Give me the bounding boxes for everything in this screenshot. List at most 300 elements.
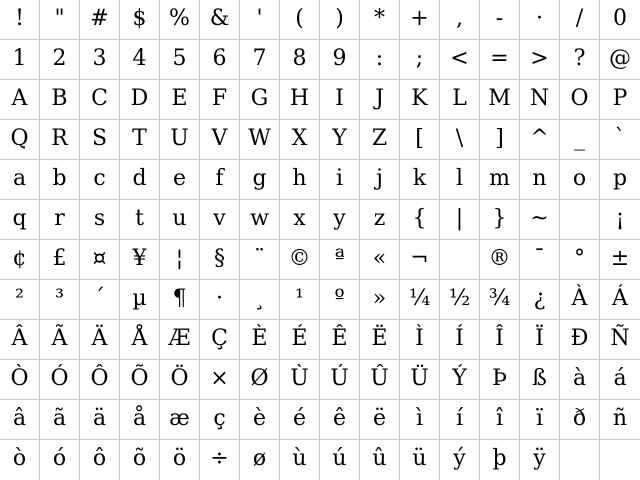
glyph-cell[interactable] xyxy=(200,80,240,120)
glyph-cell[interactable] xyxy=(600,0,640,40)
glyph-cell[interactable] xyxy=(440,240,480,280)
glyph-character: À xyxy=(571,285,588,311)
glyph-cell[interactable] xyxy=(0,80,40,120)
glyph-character: H xyxy=(289,85,310,111)
glyph-cell[interactable] xyxy=(120,280,160,320)
glyph-cell[interactable] xyxy=(160,440,200,480)
glyph-cell[interactable] xyxy=(120,160,160,200)
glyph-cell[interactable] xyxy=(120,200,160,240)
glyph-cell[interactable] xyxy=(80,280,120,320)
glyph-cell[interactable] xyxy=(320,40,360,80)
glyph-character: ÷ xyxy=(210,446,229,471)
glyph-cell[interactable] xyxy=(240,400,280,440)
glyph-cell[interactable] xyxy=(480,40,520,80)
glyph-character: ø xyxy=(252,446,267,471)
glyph-cell[interactable] xyxy=(0,160,40,200)
glyph-cell[interactable] xyxy=(40,400,80,440)
glyph-character: p xyxy=(612,165,628,191)
glyph-character: ¢ xyxy=(12,245,27,271)
glyph-cell[interactable] xyxy=(160,360,200,400)
glyph-cell[interactable] xyxy=(520,280,560,320)
glyph-cell[interactable] xyxy=(360,440,400,480)
glyph-cell[interactable] xyxy=(160,200,200,240)
glyph-character: } xyxy=(492,205,507,231)
glyph-cell[interactable] xyxy=(200,160,240,200)
glyph-cell[interactable] xyxy=(320,440,360,480)
glyph-cell[interactable] xyxy=(360,160,400,200)
glyph-cell[interactable] xyxy=(480,360,520,400)
glyph-cell[interactable] xyxy=(520,80,560,120)
glyph-character: ÿ xyxy=(533,446,546,471)
glyph-character: * xyxy=(374,5,385,31)
glyph-cell[interactable] xyxy=(0,40,40,80)
glyph-cell[interactable] xyxy=(360,40,400,80)
glyph-cell[interactable] xyxy=(280,160,320,200)
glyph-cell[interactable] xyxy=(440,320,480,360)
glyph-cell[interactable] xyxy=(440,80,480,120)
glyph-character: d xyxy=(132,165,147,191)
glyph-character: « xyxy=(372,245,387,271)
glyph-character: Q xyxy=(10,125,29,151)
glyph-character: ¾ xyxy=(488,285,511,311)
glyph-cell[interactable] xyxy=(40,440,80,480)
glyph-cell[interactable] xyxy=(200,400,240,440)
glyph-cell[interactable] xyxy=(120,0,160,40)
glyph-cell[interactable] xyxy=(120,440,160,480)
glyph-character: ê xyxy=(332,405,347,431)
glyph-character: à xyxy=(572,365,587,391)
glyph-cell[interactable] xyxy=(320,0,360,40)
glyph-character: | xyxy=(455,205,464,231)
glyph-cell[interactable] xyxy=(160,240,200,280)
glyph-cell[interactable] xyxy=(440,280,480,320)
glyph-cell[interactable] xyxy=(600,240,640,280)
glyph-cell[interactable] xyxy=(520,440,560,480)
glyph-cell[interactable] xyxy=(320,240,360,280)
glyph-character: @ xyxy=(609,45,631,71)
glyph-character: ¤ xyxy=(92,245,107,271)
glyph-character: ç xyxy=(213,405,226,431)
glyph-cell[interactable] xyxy=(520,120,560,160)
glyph-cell[interactable] xyxy=(480,280,520,320)
glyph-character: c xyxy=(93,165,106,191)
glyph-cell[interactable] xyxy=(40,0,80,40)
glyph-character: ° xyxy=(574,245,585,271)
glyph-cell[interactable] xyxy=(560,80,600,120)
glyph-character: Ã xyxy=(51,325,68,351)
glyph-cell[interactable] xyxy=(0,200,40,240)
glyph-character: ½ xyxy=(448,285,471,311)
glyph-character: M xyxy=(488,85,511,111)
glyph-cell[interactable] xyxy=(200,40,240,80)
glyph-cell[interactable] xyxy=(400,40,440,80)
glyph-cell[interactable] xyxy=(120,40,160,80)
glyph-character: s xyxy=(93,205,106,231)
glyph-cell[interactable] xyxy=(280,120,320,160)
glyph-cell[interactable] xyxy=(280,440,320,480)
glyph-cell[interactable] xyxy=(40,280,80,320)
glyph-cell[interactable] xyxy=(320,360,360,400)
glyph-cell[interactable] xyxy=(480,80,520,120)
glyph-cell[interactable] xyxy=(400,280,440,320)
glyph-cell[interactable] xyxy=(600,200,640,240)
glyph-cell[interactable] xyxy=(440,0,480,40)
glyph-character: Ä xyxy=(91,325,108,351)
glyph-character: O xyxy=(570,85,589,111)
glyph-character: Ô xyxy=(90,365,109,391)
glyph-character: L xyxy=(452,85,467,111)
glyph-cell[interactable] xyxy=(600,360,640,400)
glyph-cell[interactable] xyxy=(0,440,40,480)
glyph-cell[interactable] xyxy=(520,0,560,40)
glyph-cell[interactable] xyxy=(400,80,440,120)
glyph-cell[interactable] xyxy=(0,360,40,400)
glyph-character: å xyxy=(132,405,147,431)
glyph-cell[interactable] xyxy=(240,320,280,360)
glyph-cell[interactable] xyxy=(240,0,280,40)
glyph-character: m xyxy=(489,165,510,191)
glyph-cell[interactable] xyxy=(600,320,640,360)
glyph-character: ^ xyxy=(530,125,549,151)
glyph-cell[interactable] xyxy=(360,280,400,320)
glyph-cell[interactable] xyxy=(280,400,320,440)
glyph-cell[interactable] xyxy=(40,360,80,400)
glyph-cell[interactable] xyxy=(200,240,240,280)
glyph-cell[interactable] xyxy=(440,440,480,480)
glyph-cell[interactable] xyxy=(560,360,600,400)
glyph-cell[interactable] xyxy=(80,400,120,440)
glyph-cell[interactable] xyxy=(120,400,160,440)
glyph-character: n xyxy=(532,165,547,191)
glyph-character: > xyxy=(530,45,549,71)
glyph-cell[interactable] xyxy=(320,120,360,160)
glyph-cell[interactable] xyxy=(280,200,320,240)
glyph-character: Û xyxy=(370,365,389,391)
glyph-character: ï xyxy=(535,405,544,431)
glyph-cell[interactable] xyxy=(160,400,200,440)
glyph-character: u xyxy=(172,205,187,231)
glyph-cell[interactable] xyxy=(560,40,600,80)
glyph-cell[interactable] xyxy=(320,160,360,200)
glyph-character: æ xyxy=(169,405,190,431)
glyph-cell[interactable] xyxy=(160,320,200,360)
glyph-cell[interactable] xyxy=(360,200,400,240)
glyph-cell[interactable] xyxy=(200,360,240,400)
glyph-character: ] xyxy=(495,125,504,151)
glyph-cell[interactable] xyxy=(120,80,160,120)
glyph-character: X xyxy=(291,125,308,151)
glyph-character: è xyxy=(252,405,267,431)
glyph-cell[interactable] xyxy=(520,320,560,360)
glyph-cell[interactable] xyxy=(280,80,320,120)
glyph-character: þ xyxy=(492,446,507,471)
glyph-character: ¹ xyxy=(295,285,304,311)
glyph-character: 8 xyxy=(292,45,307,71)
glyph-character: ß xyxy=(532,365,547,391)
glyph-cell[interactable] xyxy=(0,240,40,280)
glyph-character: Ù xyxy=(290,365,309,391)
glyph-cell[interactable] xyxy=(280,320,320,360)
glyph-cell[interactable] xyxy=(80,240,120,280)
glyph-cell[interactable] xyxy=(0,320,40,360)
glyph-character: Ñ xyxy=(610,325,630,351)
glyph-cell[interactable] xyxy=(80,40,120,80)
glyph-character: ' xyxy=(256,5,263,31)
glyph-cell[interactable] xyxy=(40,80,80,120)
glyph-cell[interactable] xyxy=(0,400,40,440)
glyph-character: á xyxy=(613,365,627,391)
glyph-cell[interactable] xyxy=(480,320,520,360)
glyph-cell[interactable] xyxy=(480,160,520,200)
glyph-cell[interactable] xyxy=(560,0,600,40)
glyph-character: R xyxy=(51,125,68,151)
glyph-character: Â xyxy=(11,325,28,351)
glyph-cell[interactable] xyxy=(240,80,280,120)
glyph-character: 4 xyxy=(132,45,147,71)
glyph-cell[interactable] xyxy=(280,40,320,80)
glyph-character: ¥ xyxy=(132,245,147,271)
glyph-character: { xyxy=(412,205,427,231)
glyph-cell[interactable] xyxy=(200,0,240,40)
glyph-character: Ð xyxy=(570,325,589,351)
glyph-cell[interactable] xyxy=(120,240,160,280)
glyph-cell[interactable] xyxy=(440,400,480,440)
glyph-cell[interactable] xyxy=(400,400,440,440)
glyph-cell[interactable] xyxy=(320,280,360,320)
glyph-cell[interactable] xyxy=(240,40,280,80)
glyph-cell[interactable] xyxy=(200,280,240,320)
glyph-cell[interactable] xyxy=(200,120,240,160)
glyph-cell[interactable] xyxy=(560,120,600,160)
glyph-character: ¸ xyxy=(254,285,265,311)
glyph-character: y xyxy=(333,205,346,231)
glyph-cell[interactable] xyxy=(520,160,560,200)
glyph-cell[interactable] xyxy=(480,0,520,40)
glyph-cell[interactable] xyxy=(80,200,120,240)
glyph-cell[interactable] xyxy=(40,160,80,200)
glyph-character: + xyxy=(410,5,429,31)
glyph-cell[interactable] xyxy=(400,160,440,200)
glyph-cell[interactable] xyxy=(520,40,560,80)
glyph-cell[interactable] xyxy=(0,280,40,320)
glyph-cell[interactable] xyxy=(120,320,160,360)
glyph-cell[interactable] xyxy=(0,120,40,160)
glyph-character: ³ xyxy=(55,285,64,311)
glyph-cell[interactable] xyxy=(40,120,80,160)
glyph-character: W xyxy=(248,125,271,151)
glyph-cell[interactable] xyxy=(80,120,120,160)
glyph-cell[interactable] xyxy=(160,120,200,160)
glyph-cell[interactable] xyxy=(520,400,560,440)
glyph-character: a xyxy=(12,165,27,191)
glyph-cell[interactable] xyxy=(280,360,320,400)
glyph-cell[interactable] xyxy=(600,80,640,120)
glyph-cell[interactable] xyxy=(600,160,640,200)
glyph-character: & xyxy=(209,5,230,31)
glyph-cell[interactable] xyxy=(200,320,240,360)
glyph-cell[interactable] xyxy=(360,240,400,280)
glyph-character: f xyxy=(215,165,224,191)
glyph-character: Ê xyxy=(331,325,348,351)
glyph-cell[interactable] xyxy=(360,0,400,40)
glyph-character: I xyxy=(335,85,344,111)
glyph-character: i xyxy=(335,165,344,191)
glyph-cell[interactable] xyxy=(480,120,520,160)
glyph-cell[interactable] xyxy=(560,240,600,280)
glyph-cell[interactable] xyxy=(240,360,280,400)
glyph-cell[interactable] xyxy=(80,160,120,200)
glyph-character: ! xyxy=(15,5,24,31)
glyph-cell[interactable] xyxy=(400,320,440,360)
glyph-cell[interactable] xyxy=(320,320,360,360)
glyph-cell[interactable] xyxy=(560,440,600,480)
glyph-character: : xyxy=(375,45,384,71)
glyph-cell[interactable] xyxy=(440,40,480,80)
glyph-cell[interactable] xyxy=(400,0,440,40)
glyph-cell[interactable] xyxy=(560,280,600,320)
glyph-cell[interactable] xyxy=(80,440,120,480)
glyph-character: ñ xyxy=(612,405,628,431)
glyph-cell[interactable] xyxy=(80,0,120,40)
glyph-character: Ø xyxy=(250,365,269,391)
glyph-cell[interactable] xyxy=(400,440,440,480)
glyph-character: ò xyxy=(12,446,27,471)
glyph-character: Ý xyxy=(452,365,467,391)
glyph-cell[interactable] xyxy=(400,240,440,280)
glyph-character: r xyxy=(54,205,65,231)
glyph-cell[interactable] xyxy=(600,400,640,440)
glyph-character: _ xyxy=(574,125,585,151)
glyph-character: 0 xyxy=(613,5,627,31)
glyph-cell[interactable] xyxy=(440,160,480,200)
glyph-character: Ï xyxy=(535,325,544,351)
glyph-character: 1 xyxy=(12,45,27,71)
glyph-character: ü xyxy=(412,446,427,471)
glyph-cell[interactable] xyxy=(600,280,640,320)
glyph-character: ¨ xyxy=(254,245,265,271)
glyph-cell[interactable] xyxy=(40,320,80,360)
glyph-character: Å xyxy=(131,325,148,351)
glyph-cell[interactable] xyxy=(240,160,280,200)
glyph-character: " xyxy=(54,5,65,31)
glyph-character: K xyxy=(411,85,428,111)
glyph-cell[interactable] xyxy=(520,360,560,400)
glyph-cell[interactable] xyxy=(80,320,120,360)
glyph-cell[interactable] xyxy=(280,280,320,320)
glyph-cell[interactable] xyxy=(160,160,200,200)
glyph-cell[interactable] xyxy=(280,0,320,40)
glyph-cell[interactable] xyxy=(40,240,80,280)
glyph-cell[interactable] xyxy=(400,200,440,240)
glyph-cell[interactable] xyxy=(240,120,280,160)
glyph-cell[interactable] xyxy=(400,120,440,160)
glyph-cell[interactable] xyxy=(600,40,640,80)
glyph-cell[interactable] xyxy=(480,440,520,480)
glyph-cell[interactable] xyxy=(160,80,200,120)
glyph-character: 6 xyxy=(212,45,227,71)
glyph-cell[interactable] xyxy=(0,0,40,40)
glyph-cell[interactable] xyxy=(240,440,280,480)
glyph-character: ® xyxy=(488,245,511,271)
glyph-cell[interactable] xyxy=(480,200,520,240)
glyph-cell[interactable] xyxy=(320,200,360,240)
glyph-cell[interactable] xyxy=(440,360,480,400)
glyph-character: × xyxy=(210,365,229,391)
glyph-character: - xyxy=(495,5,504,31)
glyph-cell[interactable] xyxy=(360,320,400,360)
glyph-cell[interactable] xyxy=(120,120,160,160)
glyph-cell[interactable] xyxy=(480,400,520,440)
glyph-cell[interactable] xyxy=(440,200,480,240)
glyph-cell[interactable] xyxy=(160,0,200,40)
glyph-cell[interactable] xyxy=(40,200,80,240)
glyph-cell[interactable] xyxy=(520,200,560,240)
glyph-character: % xyxy=(169,5,190,31)
glyph-cell[interactable] xyxy=(160,280,200,320)
glyph-cell[interactable] xyxy=(360,80,400,120)
glyph-cell[interactable] xyxy=(360,360,400,400)
glyph-cell[interactable] xyxy=(320,80,360,120)
glyph-character: ð xyxy=(572,405,587,431)
glyph-cell[interactable] xyxy=(360,120,400,160)
glyph-character: Ü xyxy=(410,365,429,391)
glyph-cell[interactable] xyxy=(200,200,240,240)
glyph-cell[interactable] xyxy=(240,240,280,280)
glyph-cell[interactable] xyxy=(400,360,440,400)
glyph-character: N xyxy=(529,85,550,111)
glyph-cell[interactable] xyxy=(560,320,600,360)
glyph-character: P xyxy=(612,85,628,111)
glyph-cell[interactable] xyxy=(240,280,280,320)
glyph-character: º xyxy=(334,285,345,311)
glyph-cell[interactable] xyxy=(320,400,360,440)
glyph-character: ¼ xyxy=(408,285,431,311)
glyph-character: x xyxy=(293,205,306,231)
glyph-cell[interactable] xyxy=(40,40,80,80)
glyph-cell[interactable] xyxy=(600,440,640,480)
glyph-character: ¶ xyxy=(172,285,187,311)
glyph-cell[interactable] xyxy=(560,160,600,200)
glyph-cell[interactable] xyxy=(480,240,520,280)
glyph-cell[interactable] xyxy=(200,440,240,480)
glyph-character: ª xyxy=(334,245,345,271)
glyph-character: ã xyxy=(52,405,67,431)
glyph-cell[interactable] xyxy=(160,40,200,80)
glyph-cell[interactable] xyxy=(360,400,400,440)
glyph-character: ) xyxy=(335,5,344,31)
glyph-cell[interactable] xyxy=(280,240,320,280)
glyph-character: ö xyxy=(172,446,187,471)
glyph-character: Ó xyxy=(50,365,69,391)
glyph-character: $ xyxy=(132,5,147,31)
glyph-character xyxy=(456,248,463,270)
glyph-cell[interactable] xyxy=(600,120,640,160)
glyph-cell[interactable] xyxy=(560,200,600,240)
glyph-character: µ xyxy=(132,285,147,311)
glyph-cell[interactable] xyxy=(80,80,120,120)
glyph-character: j xyxy=(376,165,383,191)
glyph-cell[interactable] xyxy=(120,360,160,400)
glyph-cell[interactable] xyxy=(440,120,480,160)
glyph-character: ú xyxy=(332,446,347,471)
glyph-character: 7 xyxy=(252,45,267,71)
glyph-cell[interactable] xyxy=(520,240,560,280)
glyph-character: ± xyxy=(610,245,630,271)
glyph-cell[interactable] xyxy=(560,400,600,440)
glyph-cell[interactable] xyxy=(80,360,120,400)
glyph-character: q xyxy=(12,205,27,231)
glyph-cell[interactable] xyxy=(240,200,280,240)
